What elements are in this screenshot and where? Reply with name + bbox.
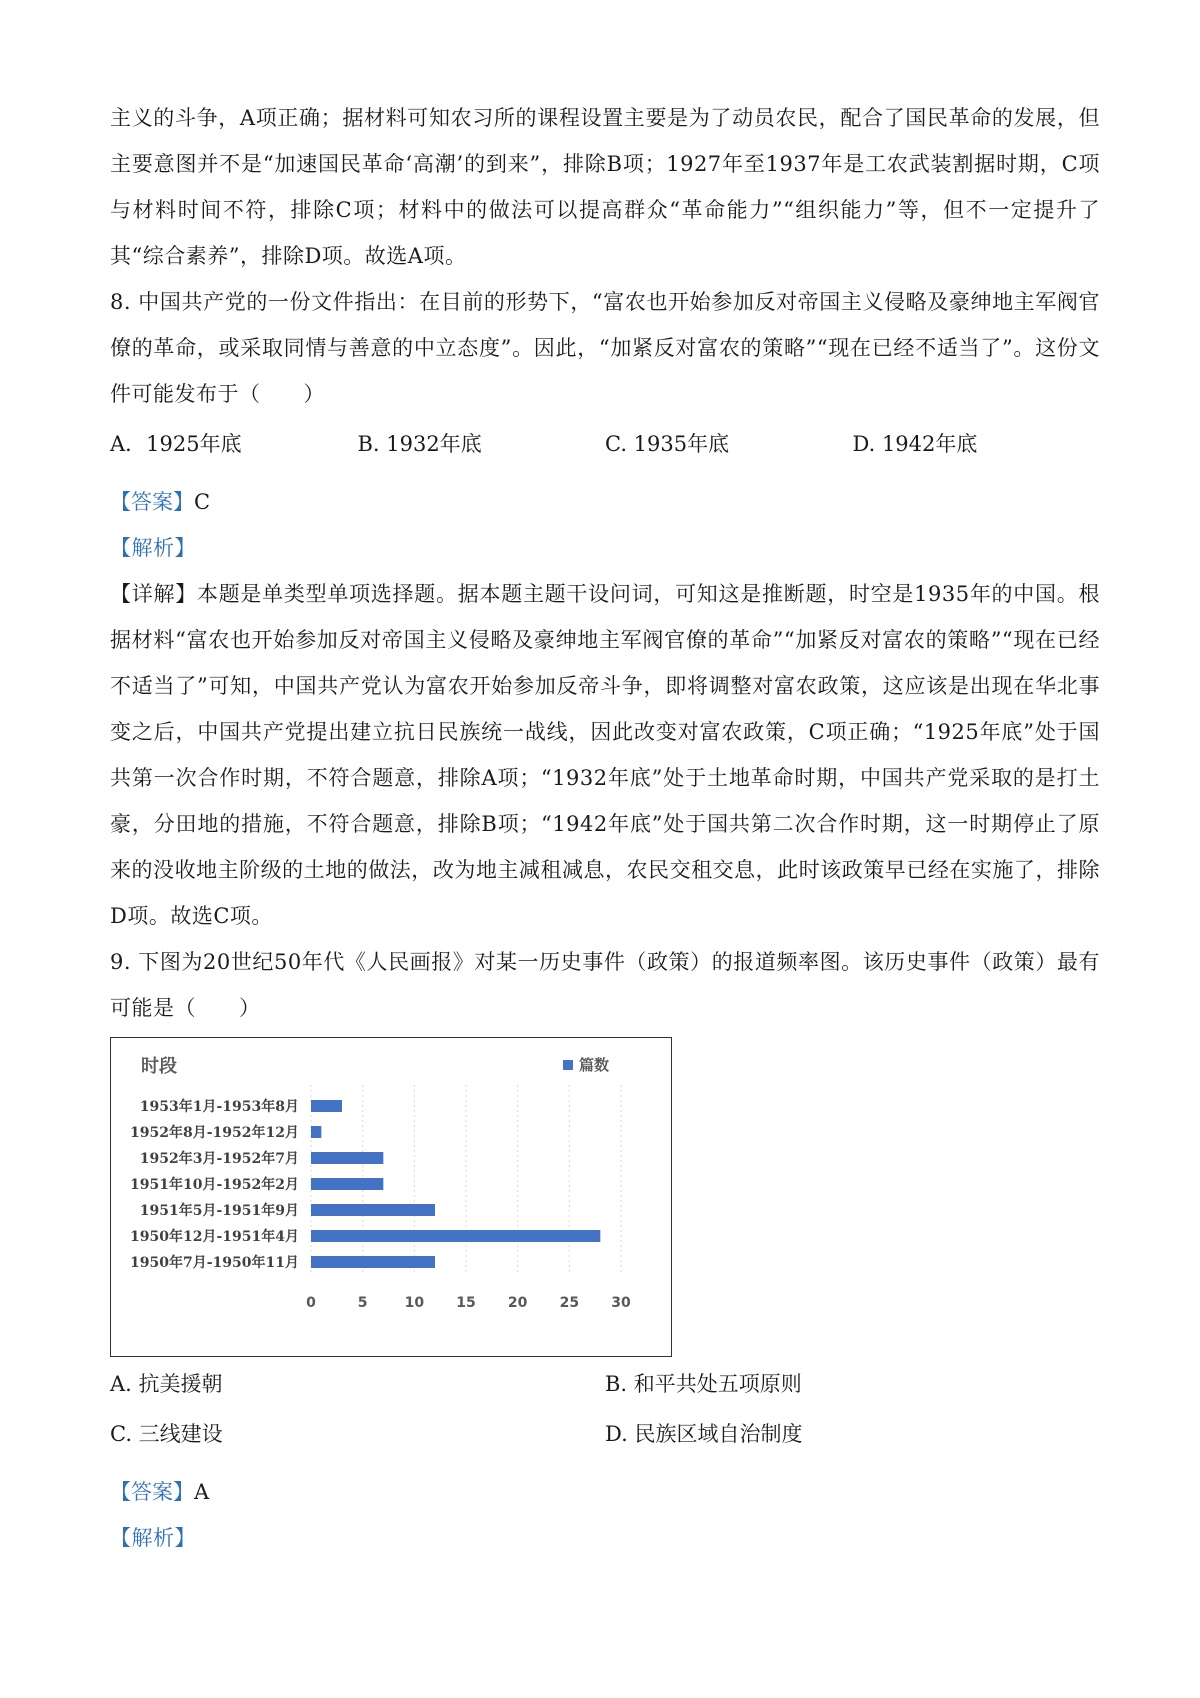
y-category-label: 1951年5月-1951年9月 (139, 1203, 299, 1219)
q8-option-b[interactable]: B. 1932年底 (357, 432, 482, 456)
x-tick-label: 5 (357, 1295, 368, 1311)
bar (311, 1126, 321, 1138)
q9-answer-value: A (194, 1480, 210, 1504)
y-category-label: 1953年1月-1953年8月 (139, 1099, 299, 1115)
q8-answer-tag: 【答案】 (110, 490, 194, 514)
page (110, 95, 1100, 1561)
q8-analysis-tag (110, 525, 1100, 571)
q8-option-d[interactable]: D. 1942年底 (852, 432, 978, 456)
bar (311, 1152, 383, 1164)
x-tick-label: 20 (507, 1295, 528, 1311)
y-category-label: 1951年10月-1952年2月 (130, 1177, 299, 1193)
q8-option-a[interactable]: A．1925年底 (110, 432, 242, 456)
y-category-label: 1950年12月-1951年4月 (130, 1229, 299, 1245)
q8-answer (110, 479, 1100, 525)
chart-svg (111, 1038, 671, 1356)
q9-analysis-tag (110, 1515, 1100, 1561)
x-tick-label: 0 (306, 1295, 316, 1311)
q8-analysis-label: 【解析】 (110, 536, 196, 560)
question-9-stem: 9. 下图为20世纪50年代《人民画报》对某一历史事件（政策）的报道频率图。该历史事件（政策）最有可能是（ ） (110, 950, 1100, 1020)
question-8-options (110, 421, 1100, 467)
q8-option-c[interactable]: C. 1935年底 (605, 432, 730, 456)
y-category-label: 1952年3月-1952年7月 (139, 1151, 299, 1167)
q9-option-a[interactable]: A. 抗美援朝 (110, 1372, 223, 1396)
bar (311, 1204, 435, 1216)
x-tick-label: 25 (559, 1295, 580, 1311)
bar (311, 1178, 383, 1190)
x-tick-label: 10 (404, 1295, 425, 1311)
y-category-label: 1952年8月-1952年12月 (130, 1125, 299, 1141)
y-category-label: 1950年7月-1950年11月 (130, 1255, 299, 1271)
legend-label: 篇数 (579, 1056, 610, 1074)
q8-answer-value: C (194, 490, 211, 514)
legend-swatch (563, 1060, 573, 1070)
q9-option-b[interactable]: B. 和平共处五项原则 (605, 1372, 802, 1396)
q9-analysis-label: 【解析】 (110, 1526, 196, 1550)
question-9-options-row-2 (110, 1411, 1100, 1457)
q9-answer (110, 1469, 1100, 1515)
q9-option-c[interactable]: C. 三线建设 (110, 1422, 223, 1446)
question-9-options-row-1 (110, 1361, 1100, 1407)
bar (311, 1256, 435, 1268)
bar (311, 1100, 342, 1112)
previous-analysis: 主义的斗争，A项正确；据材料可知农习所的课程设置主要是为了动员农民，配合了国民革命的发展，但主要意图并不是“加速国民革命‘高潮’的到来”，排除B项；1927年至1937年是工农武装割据时期，C项与材料时间不符，排除C项；材料中的做法可以提高群众“革命能力”“组织能力”等，但不一定提升了其“综合素养”，排除D项。故选A项。 (110, 106, 1100, 268)
q8-detail-text: 本题是单类型单项选择题。据本题主题干设问词，可知这是推断题，时空是1935年的中国。根据材料“富农也开始参加反对帝国主义侵略及豪绅地主军阀官僚的革命”“加紧反对富农的策略”“现在已经不适当了”可知，中国共产党认为富农开始参加反帝斗争，即将调整对富农政策，这应该是出现在华北事变之后，中国共产党提出建立抗日民族统一战线，因此改变对富农政策，C项正确；“1925年底”处于国共第一次合作时期，不符合题意，排除A项；“1932年底”处于土地革命时期，中国共产党采取的是打土豪，分田地的措施，不符合题意，排除B项；“1942年底”处于国共第二次合作时期，这一时期停止了原来的没收地主阶级的土地的做法，改为地主减租减息，农民交租交息，此时该政策早已经在实施了，排除D项。故选C项。 (110, 582, 1100, 928)
question-8-stem: 8. 中国共产党的一份文件指出：在目前的形势下，“富农也开始参加反对帝国主义侵略及豪绅地主军阀官僚的革命，或采取同情与善意的中立态度”。因此，“加紧反对富农的策略”“现在已经不适当了”。这份文件可能发布于（ ） (110, 290, 1100, 406)
chart-title: 时段 (141, 1056, 177, 1077)
x-tick-label: 15 (456, 1295, 476, 1311)
q9-answer-tag: 【答案】 (110, 1480, 194, 1504)
report-frequency-chart (110, 1037, 672, 1357)
q8-detail (110, 571, 1100, 939)
q8-detail-tag: 【详解】 (110, 582, 197, 606)
q9-option-d[interactable]: D. 民族区域自治制度 (605, 1422, 803, 1446)
x-tick-label: 30 (611, 1295, 631, 1311)
bar (311, 1230, 600, 1242)
